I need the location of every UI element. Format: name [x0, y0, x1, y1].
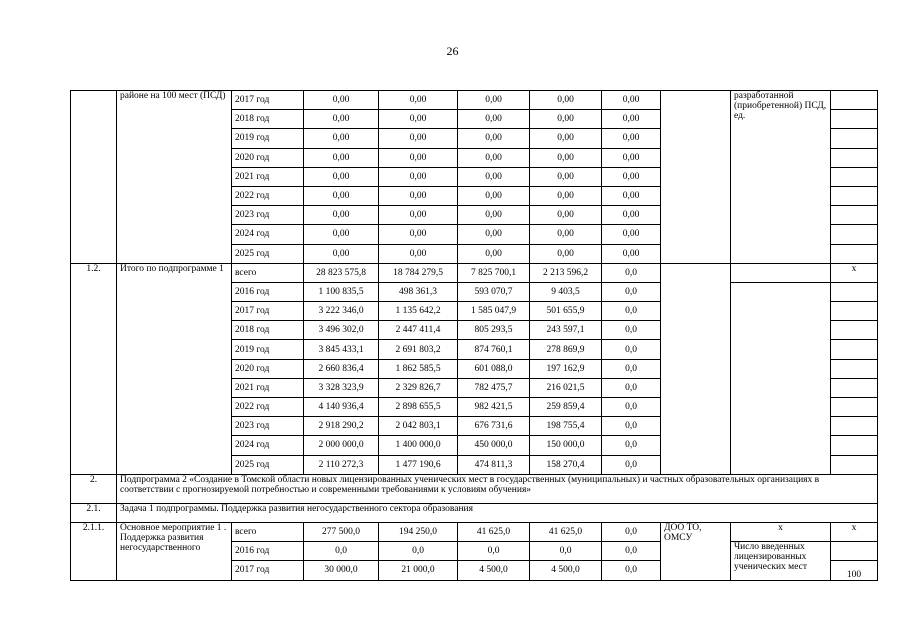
amount-cell: 194 250,0	[379, 522, 458, 541]
period-cell: 2021 год	[232, 378, 304, 397]
amount-cell: 158 270,4	[530, 455, 602, 474]
amount-cell: 0,00	[458, 110, 530, 129]
amount-cell: 0,00	[379, 167, 458, 186]
amount-cell: 782 475,7	[458, 378, 530, 397]
amount-cell: 41 625,0	[458, 522, 530, 541]
amount-cell: 259 859,4	[530, 398, 602, 417]
amount-cell: 2 110 272,3	[304, 455, 379, 474]
amount-cell: 1 862 585,5	[379, 359, 458, 378]
indicator-value-cell: 100	[831, 561, 878, 580]
period-cell: 2023 год	[232, 206, 304, 225]
amount-cell: 0,00	[530, 91, 602, 110]
amount-cell: 593 070,7	[458, 282, 530, 301]
amount-cell: 805 293,5	[458, 321, 530, 340]
indicator-value-cell	[831, 302, 878, 321]
indicator-value-cell	[831, 110, 878, 129]
amount-cell: 9 403,5	[530, 282, 602, 301]
amount-cell: 0,0	[602, 359, 661, 378]
amount-cell: 0,00	[304, 225, 379, 244]
amount-cell: 4 140 936,4	[304, 398, 379, 417]
amount-cell: 0,00	[530, 167, 602, 186]
amount-cell: 0,00	[530, 148, 602, 167]
period-cell: 2024 год	[232, 436, 304, 455]
indicator-value-cell	[831, 359, 878, 378]
indicator-value-cell: x	[831, 522, 878, 541]
amount-cell: 3 496 302,0	[304, 321, 379, 340]
amount-cell: 0,00	[304, 110, 379, 129]
indicator-value-cell	[831, 186, 878, 205]
amount-cell: 0,00	[304, 244, 379, 263]
program-funding-table	[70, 90, 878, 581]
indicator-name-cell	[731, 282, 831, 474]
amount-cell: 0,0	[602, 378, 661, 397]
amount-cell: 2 447 411,4	[379, 321, 458, 340]
amount-cell: 0,00	[530, 110, 602, 129]
table-row	[71, 522, 878, 541]
amount-cell: 0,00	[602, 110, 661, 129]
amount-cell: 0,00	[304, 148, 379, 167]
item-number-cell: 2.1.1.	[71, 522, 117, 580]
period-cell: 2020 год	[232, 148, 304, 167]
amount-cell: 2 660 836,4	[304, 359, 379, 378]
amount-cell: 0,0	[602, 522, 661, 541]
indicator-name-cell: x	[731, 522, 831, 541]
amount-cell: 278 869,9	[530, 340, 602, 359]
period-cell: 2017 год	[232, 302, 304, 321]
amount-cell: 0,00	[602, 206, 661, 225]
period-cell: 2020 год	[232, 359, 304, 378]
item-number-cell	[71, 91, 117, 264]
page-number: 26	[446, 44, 459, 58]
indicator-value-cell	[831, 378, 878, 397]
amount-cell: 28 823 575,8	[304, 263, 379, 282]
amount-cell: 21 000,0	[379, 561, 458, 580]
amount-cell: 1 100 835,5	[304, 282, 379, 301]
amount-cell: 3 845 433,1	[304, 340, 379, 359]
amount-cell: 0,00	[458, 206, 530, 225]
amount-cell: 0,0	[602, 561, 661, 580]
amount-cell: 1 400 000,0	[379, 436, 458, 455]
item-number-cell: 1.2.	[71, 263, 117, 474]
amount-cell: 498 361,3	[379, 282, 458, 301]
period-cell: 2018 год	[232, 110, 304, 129]
table-row	[71, 263, 878, 282]
amount-cell: 0,00	[304, 167, 379, 186]
amount-cell: 0,00	[379, 148, 458, 167]
amount-cell: 0,0	[530, 542, 602, 561]
indicator-value-cell	[831, 417, 878, 436]
amount-cell: 0,00	[530, 186, 602, 205]
period-cell: 2019 год	[232, 129, 304, 148]
amount-cell: 0,0	[602, 321, 661, 340]
amount-cell: 0,00	[304, 91, 379, 110]
amount-cell: 0,00	[602, 225, 661, 244]
amount-cell: 0,00	[458, 225, 530, 244]
amount-cell: 474 811,3	[458, 455, 530, 474]
executor-cell	[661, 263, 731, 474]
indicator-value-cell	[831, 148, 878, 167]
period-cell: 2016 год	[232, 542, 304, 561]
indicator-value-cell	[831, 542, 878, 561]
amount-cell: 0,00	[458, 129, 530, 148]
amount-cell: 277 500,0	[304, 522, 379, 541]
amount-cell: 0,00	[379, 110, 458, 129]
amount-cell: 0,00	[530, 206, 602, 225]
amount-cell: 0,00	[379, 244, 458, 263]
subprogram-row	[71, 474, 878, 503]
amount-cell: 0,00	[530, 225, 602, 244]
period-cell: 2023 год	[232, 417, 304, 436]
amount-cell: 4 500,0	[458, 561, 530, 580]
subprogram-title: Подпрограмма 2 «Создание в Томской области новых лицензированных ученических мест в государственных (муниципальных) и частных образовательных организациях в соответствии с прогнозируемой потребностью и современными требованиями к условиям обучения»	[117, 474, 878, 503]
amount-cell: 0,00	[458, 91, 530, 110]
amount-cell: 150 000,0	[530, 436, 602, 455]
amount-cell: 0,00	[602, 167, 661, 186]
amount-cell: 2 000 000,0	[304, 436, 379, 455]
amount-cell: 0,0	[458, 542, 530, 561]
amount-cell: 2 042 803,1	[379, 417, 458, 436]
period-cell: всего	[232, 522, 304, 541]
amount-cell: 216 021,5	[530, 378, 602, 397]
indicator-name-cell	[731, 263, 831, 282]
amount-cell: 0,0	[602, 263, 661, 282]
indicator-value-cell	[831, 436, 878, 455]
indicator-name-cell: разработанной (приобретенной) ПСД, ед.	[731, 91, 831, 264]
amount-cell: 0,0	[602, 436, 661, 455]
indicator-value-cell	[831, 321, 878, 340]
amount-cell: 501 655,9	[530, 302, 602, 321]
amount-cell: 1 477 190,6	[379, 455, 458, 474]
amount-cell: 18 784 279,5	[379, 263, 458, 282]
amount-cell: 2 918 290,2	[304, 417, 379, 436]
amount-cell: 2 329 826,7	[379, 378, 458, 397]
indicator-value-cell	[831, 244, 878, 263]
amount-cell: 874 760,1	[458, 340, 530, 359]
amount-cell: 0,00	[602, 129, 661, 148]
amount-cell: 0,00	[458, 148, 530, 167]
amount-cell: 0,00	[602, 148, 661, 167]
amount-cell: 197 162,9	[530, 359, 602, 378]
period-cell: 2019 год	[232, 340, 304, 359]
amount-cell: 0,00	[379, 206, 458, 225]
period-cell: 2017 год	[232, 561, 304, 580]
amount-cell: 0,00	[458, 244, 530, 263]
indicator-value-cell	[831, 167, 878, 186]
indicator-value-cell	[831, 129, 878, 148]
item-name-cell: районе на 100 мест (ПСД)	[117, 91, 232, 264]
amount-cell: 982 421,5	[458, 398, 530, 417]
period-cell: всего	[232, 263, 304, 282]
amount-cell: 450 000,0	[458, 436, 530, 455]
amount-cell: 3 328 323,9	[304, 378, 379, 397]
amount-cell: 0,00	[379, 225, 458, 244]
period-cell: 2025 год	[232, 455, 304, 474]
period-cell: 2022 год	[232, 186, 304, 205]
amount-cell: 676 731,6	[458, 417, 530, 436]
amount-cell: 0,00	[304, 129, 379, 148]
amount-cell: 0,00	[304, 206, 379, 225]
item-number-cell: 2.	[71, 474, 117, 503]
indicator-value-cell	[831, 206, 878, 225]
amount-cell: 0,00	[379, 186, 458, 205]
period-cell: 2021 год	[232, 167, 304, 186]
amount-cell: 1 585 047,9	[458, 302, 530, 321]
task-title: Задача 1 подпрограммы. Поддержка развития негосударственного сектора образования	[117, 503, 878, 522]
indicator-value-cell	[831, 225, 878, 244]
amount-cell: 0,0	[602, 455, 661, 474]
amount-cell: 0,0	[602, 340, 661, 359]
amount-cell: 0,00	[602, 91, 661, 110]
amount-cell: 3 222 346,0	[304, 302, 379, 321]
amount-cell: 0,0	[602, 542, 661, 561]
indicator-value-cell: x	[831, 263, 878, 282]
executor-cell: ДОО ТО, ОМСУ	[661, 522, 731, 580]
period-cell: 2018 год	[232, 321, 304, 340]
table-row	[71, 91, 878, 110]
indicator-name-cell: Число введенных лицензированных ученических мест	[731, 542, 831, 580]
item-name-cell: Основное мероприятие 1 . Поддержка развития негосударственного	[117, 522, 232, 580]
period-cell: 2016 год	[232, 282, 304, 301]
amount-cell: 7 825 700,1	[458, 263, 530, 282]
amount-cell: 2 691 803,2	[379, 340, 458, 359]
amount-cell: 0,00	[602, 186, 661, 205]
amount-cell: 2 898 655,5	[379, 398, 458, 417]
indicator-value-cell	[831, 340, 878, 359]
amount-cell: 4 500,0	[530, 561, 602, 580]
amount-cell: 0,00	[379, 91, 458, 110]
amount-cell: 0,00	[602, 244, 661, 263]
amount-cell: 0,0	[602, 302, 661, 321]
executor-cell	[661, 91, 731, 264]
amount-cell: 198 755,4	[530, 417, 602, 436]
amount-cell: 41 625,0	[530, 522, 602, 541]
amount-cell: 0,00	[458, 186, 530, 205]
amount-cell: 0,00	[530, 244, 602, 263]
item-name-cell: Итого по подпрограмме 1	[117, 263, 232, 474]
indicator-value-cell	[831, 398, 878, 417]
period-cell: 2022 год	[232, 398, 304, 417]
period-cell: 2025 год	[232, 244, 304, 263]
amount-cell: 0,0	[602, 398, 661, 417]
amount-cell: 30 000,0	[304, 561, 379, 580]
amount-cell: 0,00	[530, 129, 602, 148]
amount-cell: 601 088,0	[458, 359, 530, 378]
amount-cell: 0,00	[458, 167, 530, 186]
amount-cell: 243 597,1	[530, 321, 602, 340]
indicator-value-cell	[831, 282, 878, 301]
item-number-cell: 2.1.	[71, 503, 117, 522]
amount-cell: 2 213 596,2	[530, 263, 602, 282]
period-cell: 2024 год	[232, 225, 304, 244]
indicator-value-cell	[831, 455, 878, 474]
amount-cell: 1 135 642,2	[379, 302, 458, 321]
amount-cell: 0,0	[304, 542, 379, 561]
amount-cell: 0,0	[602, 417, 661, 436]
amount-cell: 0,0	[602, 282, 661, 301]
amount-cell: 0,00	[379, 129, 458, 148]
task-row	[71, 503, 878, 522]
indicator-value-cell	[831, 91, 878, 110]
amount-cell: 0,00	[304, 186, 379, 205]
amount-cell: 0,0	[379, 542, 458, 561]
period-cell: 2017 год	[232, 91, 304, 110]
